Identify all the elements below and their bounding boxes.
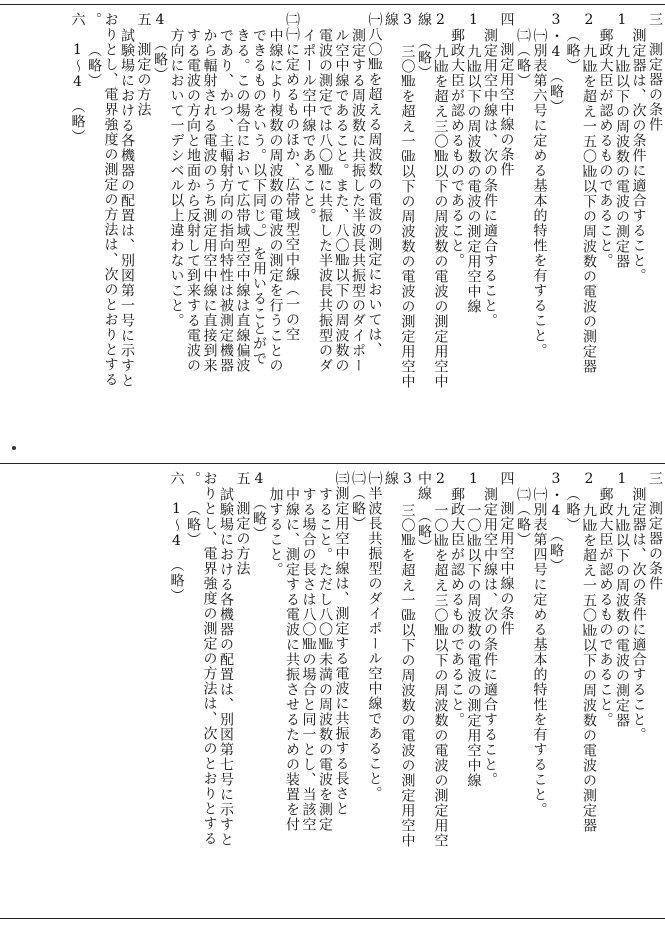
upper-text-line: 六 1〜4 （略） <box>69 12 86 144</box>
lower-text-line: ㈠別表第四号に定める基本的特性を有すること。 <box>531 487 548 817</box>
upper-text-panel <box>0 8 665 460</box>
lower-text-line: 中線に、測定する電波に共振させるための装置を付 <box>284 487 300 832</box>
upper-text-line: 電波の測定では八〇㎒に共振した半波長共振型のダ <box>317 28 333 373</box>
upper-text-line: する電波の方向と地面から反射して到来する電波の <box>185 28 201 373</box>
lower-text-line: すること。ただし八〇㎒未満の周波数の電波を測定 <box>317 487 333 832</box>
upper-text-line: 方向において一デシベル以上違わないこと。 <box>168 28 185 328</box>
lower-text-line: 2 一〇㎑を超え三〇㎒以下の周波数の電波の測定用空 <box>432 471 449 848</box>
lower-text-line: 五 測定の方法 <box>234 471 251 576</box>
upper-text-line: 測定用空中線は、次の条件に適合すること。 <box>482 28 498 328</box>
upper-text-line: 試験場における各機器の配置は、別図第一号に示すと <box>119 28 135 388</box>
lower-text-line: おりとし、電界強度の測定の方法は、次のとおりとする <box>201 471 218 846</box>
upper-text-line: 1 九㎑以下の周波数の電波の測定用空中線 <box>465 12 482 314</box>
upper-text-line: 測定する周波数に共振した半波長共振型のダイポー <box>350 28 366 373</box>
lower-text-line: 郵政大臣が認めるものであること。 <box>449 487 465 727</box>
upper-text-line: ル空中線であること。また、八〇㎒以下の周波数の <box>333 28 350 373</box>
lower-text-line: 1 一〇㎑以下の周波数の電波の測定用空中線 <box>465 471 482 788</box>
lower-text-line: 試験場における各機器の配置は、別図第七号に示すと <box>218 487 234 847</box>
upper-text-line: ㈠八〇㎒を超える周波数の電波の測定においては、 <box>366 12 383 357</box>
upper-text-line: 3・4 （略） <box>548 12 564 114</box>
lower-text-line: 4 （略） <box>251 471 267 541</box>
lower-text-line: 四 測定用空中線の条件 <box>498 471 515 636</box>
lower-text-line: 。 （略） <box>185 471 201 547</box>
lower-text-line: 加すること。 <box>267 487 284 577</box>
upper-text-line: 郵政大臣が認めるものであること。 <box>597 28 614 268</box>
lower-text-line: （略） <box>564 487 581 532</box>
lower-text-line: 測定用空中線は、次の条件に適合すること。 <box>482 487 498 787</box>
upper-text-line: 四 測定用空中線の条件 <box>498 12 515 177</box>
upper-text-line: 測定器は、次の条件に適合すること。 <box>630 28 647 283</box>
upper-text-line: （略） <box>564 28 581 73</box>
lower-text-line: ㈡（略） <box>350 471 366 531</box>
lower-text-line: 線 <box>383 471 399 486</box>
lower-text-line: ㈡（略） <box>515 487 531 547</box>
lower-text-line: ㈠半波長共振型のダイポール空中線であること。 <box>366 471 383 801</box>
middle-rule <box>0 463 665 464</box>
upper-text-line: おりとし、電界強度の測定の方法は、次のとおりとする <box>102 12 119 387</box>
lower-text-line: 郵政大臣が認めるものであること。 <box>597 487 614 727</box>
upper-text-line: ㈡（略） <box>515 28 531 88</box>
lower-text-line: 3・4 （略） <box>548 471 564 573</box>
upper-text-line: 2 九㎑を超え一五〇㎑以下の周波数の電波の測定器 <box>581 12 597 374</box>
lower-text-line: 六 1〜4 （略） <box>168 471 185 603</box>
upper-text-line: 。 （略） <box>86 12 102 88</box>
lower-text-line: する場合の長さは八〇㎒の場合と同一とし、当該空 <box>300 487 317 832</box>
upper-text-line: できるものをいう。以下同じ。）を用いることがで <box>251 28 267 366</box>
upper-text-line: 中線により複数の周波数の電波の測定を行うことの <box>267 28 284 373</box>
upper-text-line: ㈡㈠に定めるものほか、広帯域型空中線（一の空 <box>284 12 300 342</box>
upper-text-line: 1 九㎑以下の周波数の電波の測定器 <box>614 12 630 269</box>
lower-text-line: 測定器は、次の条件に適合すること。 <box>630 487 647 742</box>
upper-text-line: イポール空中線であること。 <box>300 28 317 223</box>
lower-text-line: 1 九㎑以下の周波数の電波の測定器 <box>614 471 630 728</box>
lower-text-line: 2 九㎑を超え一五〇㎑以下の周波数の電波の測定器 <box>581 471 597 833</box>
upper-text-line: 郵政大臣が認めるものであること。 <box>449 28 465 268</box>
upper-text-line: 線 （略） <box>416 12 432 80</box>
upper-text-line: 線 <box>383 12 399 27</box>
bottom-rule <box>0 918 665 919</box>
upper-text-line: ㈠別表第六号に定める基本的特性を有すること。 <box>531 28 548 358</box>
upper-text-line: であり、かつ、主輻射方向の指向特性は被測定機器 <box>218 28 234 373</box>
upper-text-line: 3 三〇㎒を超え一㎓以下の周波数の電波の測定用空中 <box>399 12 416 389</box>
scan-dot <box>12 446 16 450</box>
upper-text-line: 2 九㎑を超え三〇㎒以下の周波数の電波の測定用空中 <box>432 12 449 389</box>
lower-text-line: 3 三〇㎒を超え一㎓以下の周波数の電波の測定用空中 <box>399 471 416 848</box>
upper-text-line: 五 測定の方法 <box>135 12 152 117</box>
lower-text-panel <box>0 467 665 915</box>
upper-text-line: 4 （略） <box>152 12 168 82</box>
upper-text-line: から輻射される電波のうち測定用空中線に直接到来 <box>201 28 218 373</box>
lower-text-line: 中線 （略） <box>416 471 432 554</box>
upper-text-line: きる。この場合において広帯域型空中線は直線偏波 <box>234 28 251 373</box>
lower-text-line: 三 測定器の条件 <box>647 471 663 591</box>
lower-text-line: ㈢測定用空中線は、測定する電波に共振する長さと <box>333 471 350 816</box>
top-rule <box>0 4 665 5</box>
upper-text-line: 三 測定器の条件 <box>647 12 663 132</box>
